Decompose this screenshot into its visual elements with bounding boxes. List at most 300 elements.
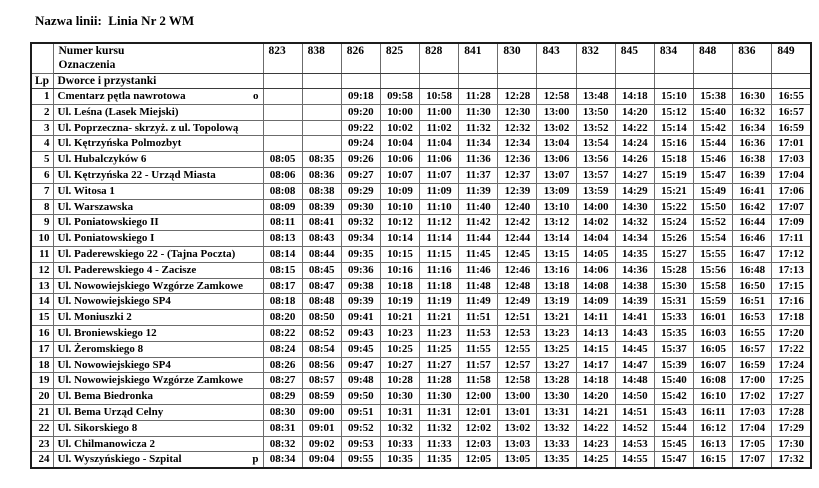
course-number-header: 849 [772,43,811,74]
time-cell: 11:51 [459,310,498,326]
time-cell: 09:45 [341,341,380,357]
time-cell: 08:56 [302,357,341,373]
time-cell: 11:12 [420,215,459,231]
time-cell: 17:04 [733,420,772,436]
course-number-header: 848 [694,43,733,74]
time-cell: 09:29 [341,183,380,199]
time-cell: 11:00 [420,104,459,120]
stop-name-cell [53,152,263,168]
course-number-header: 843 [537,43,576,74]
empty-header-cell [459,74,498,89]
course-number-header: 823 [263,43,302,74]
lp-cell: 23 [31,436,53,452]
time-cell: 10:00 [380,104,419,120]
time-cell: 14:26 [615,152,654,168]
stop-name-cell [53,215,263,231]
time-cell: 08:13 [263,231,302,247]
time-cell: 08:36 [302,167,341,183]
stop-name-wrap [58,294,259,309]
stop-name-cell [53,341,263,357]
time-cell: 17:32 [772,452,811,468]
time-cell: 13:16 [537,262,576,278]
time-cell: 09:35 [341,246,380,262]
time-cell: 14:36 [615,262,654,278]
time-cell: 10:02 [380,120,419,136]
time-cell: 11:32 [459,120,498,136]
time-cell: 14:09 [576,294,615,310]
lp-cell: 7 [31,183,53,199]
time-cell: 08:31 [263,420,302,436]
stop-name-wrap [58,405,259,420]
time-cell: 16:51 [733,294,772,310]
time-cell: 15:22 [654,199,693,215]
stop-name-cell [53,294,263,310]
time-cell: 16:13 [694,436,733,452]
time-cell: 12:30 [498,104,537,120]
time-cell: 15:39 [654,357,693,373]
stop-name-wrap [58,247,259,262]
time-cell: 14:32 [615,215,654,231]
time-cell: 16:47 [733,246,772,262]
time-cell: 15:38 [694,89,733,105]
time-cell: 14:51 [615,404,654,420]
time-cell: 15:19 [654,167,693,183]
time-cell: 16:46 [733,231,772,247]
time-cell: 10:30 [380,389,419,405]
time-cell: 11:37 [459,167,498,183]
time-cell: 13:32 [537,420,576,436]
course-number-header: 825 [380,43,419,74]
time-cell: 13:02 [537,120,576,136]
time-cell: 16:34 [733,120,772,136]
lp-cell: 9 [31,215,53,231]
time-cell: 15:35 [654,325,693,341]
table-row [31,373,811,389]
time-cell: 14:25 [576,452,615,468]
time-cell: 09:20 [341,104,380,120]
stop-name: Ul. Warszawska [57,200,134,213]
time-cell: 10:25 [380,341,419,357]
stop-name-wrap [58,231,259,246]
empty-header-cell [263,74,302,89]
time-cell: 11:19 [420,294,459,310]
stop-name-cell [53,199,263,215]
time-cell: 11:18 [420,278,459,294]
time-cell: 14:00 [576,199,615,215]
table-row [31,120,811,136]
time-cell: 13:12 [537,215,576,231]
time-cell: 10:31 [380,404,419,420]
time-cell: 17:25 [772,373,811,389]
time-cell: 12:46 [498,262,537,278]
time-cell: 12:58 [537,89,576,105]
time-cell: 15:46 [694,152,733,168]
time-cell: 08:39 [302,199,341,215]
table-row [31,215,811,231]
time-cell: 17:29 [772,420,811,436]
time-cell: 12:51 [498,310,537,326]
time-cell: 13:05 [498,452,537,468]
time-cell: 12:45 [498,246,537,262]
course-number-header: 830 [498,43,537,74]
time-cell: 09:32 [341,215,380,231]
time-cell: 08:09 [263,199,302,215]
time-cell: 14:34 [615,231,654,247]
time-cell: 17:05 [733,436,772,452]
course-number-header: 838 [302,43,341,74]
time-cell: 14:41 [615,310,654,326]
lp-cell: 10 [31,231,53,247]
stop-name-wrap [58,452,259,467]
time-cell: 17:16 [772,294,811,310]
course-number-header: 845 [615,43,654,74]
lp-cell: 8 [31,199,53,215]
table-row [31,246,811,262]
stop-name-cell [53,452,263,468]
time-cell: 08:44 [302,246,341,262]
table-row [31,262,811,278]
stop-name: Ul. Broniewskiego 12 [57,326,157,339]
time-cell: 13:09 [537,183,576,199]
table-row [31,436,811,452]
empty-header-cell [654,74,693,89]
time-cell: 12:42 [498,215,537,231]
time-cell: 11:57 [459,357,498,373]
time-cell: 14:06 [576,262,615,278]
stop-name: Ul. Sikorskiego 8 [57,421,138,434]
time-cell: 15:10 [654,89,693,105]
time-cell: 13:18 [537,278,576,294]
stop-name: Ul. Poprzeczna- skrzyż. z ul. Topolową [57,121,239,134]
time-cell: 15:43 [654,404,693,420]
stop-name-wrap [58,105,259,120]
time-cell: 12:02 [459,420,498,436]
time-cell: 17:01 [772,136,811,152]
stop-name-wrap [58,152,259,167]
course-number-header: 828 [420,43,459,74]
time-cell: 16:50 [733,278,772,294]
time-cell: 09:02 [302,436,341,452]
time-cell: 11:16 [420,262,459,278]
time-cell: 08:14 [263,246,302,262]
time-cell: 16:53 [733,310,772,326]
time-cell: 11:45 [459,246,498,262]
time-cell: 15:26 [654,231,693,247]
time-cell: 11:15 [420,246,459,262]
corner-cell [31,43,53,74]
lp-cell: 5 [31,152,53,168]
stop-marker: o [253,90,259,102]
time-cell: 16:03 [694,325,733,341]
time-cell: 10:27 [380,357,419,373]
time-cell: 08:24 [263,341,302,357]
lp-cell: 22 [31,420,53,436]
time-cell: 14:50 [615,389,654,405]
time-cell: 17:13 [772,262,811,278]
course-number-header: 841 [459,43,498,74]
empty-header-cell [576,74,615,89]
stop-name-wrap [58,200,259,215]
lp-cell: 16 [31,325,53,341]
stops-header-row [31,74,811,89]
time-cell: 10:23 [380,325,419,341]
time-cell: 09:39 [341,294,380,310]
time-cell: 12:53 [498,325,537,341]
time-cell: 15:27 [654,246,693,262]
stop-name-cell [53,420,263,436]
time-cell: 17:12 [772,246,811,262]
time-cell: 14:47 [615,357,654,373]
page-title: Nazwa linii: Linia Nr 2 WM [35,13,195,28]
time-cell: 13:00 [537,104,576,120]
time-cell: 17:07 [733,452,772,468]
time-cell: 11:31 [420,404,459,420]
time-cell: 17:04 [772,167,811,183]
time-cell: 08:35 [302,152,341,168]
time-cell: 15:18 [654,152,693,168]
stop-name-cell [53,262,263,278]
course-number-header: 832 [576,43,615,74]
stop-name-cell [53,167,263,183]
time-cell: 14:48 [615,373,654,389]
time-cell: 13:21 [537,310,576,326]
stop-name-cell [53,183,263,199]
time-cell: 13:59 [576,183,615,199]
time-cell: 14:55 [615,452,654,468]
course-number-header-row [31,43,811,74]
time-cell: 09:22 [341,120,380,136]
time-cell: 11:44 [459,231,498,247]
time-cell: 14:22 [576,420,615,436]
time-cell: 08:30 [263,404,302,420]
stop-name-cell [53,136,263,152]
time-cell: 12:28 [498,89,537,105]
time-cell: 14:30 [615,199,654,215]
time-cell: 08:41 [302,215,341,231]
course-number-header: 826 [341,43,380,74]
stop-name: Ul. Nowowiejskiego Wzgórze Zamkowe [57,279,244,292]
time-cell: 15:44 [654,420,693,436]
stop-name-wrap [58,215,259,230]
time-cell: 09:48 [341,373,380,389]
time-cell: 15:52 [694,215,733,231]
time-cell: 08:38 [302,183,341,199]
stop-name: Ul. Hubalczyków 6 [57,153,147,166]
time-cell: 13:02 [498,420,537,436]
time-cell: 16:10 [694,389,733,405]
time-cell: 14:52 [615,420,654,436]
time-cell: 17:07 [772,199,811,215]
oznaczenia-label: Oznaczenia [58,58,116,71]
time-cell: 15:50 [694,199,733,215]
time-cell: 10:35 [380,452,419,468]
time-cell: 15:54 [694,231,733,247]
empty-header-cell [615,74,654,89]
table-row [31,278,811,294]
time-cell: 13:01 [498,404,537,420]
time-cell: 14:53 [615,436,654,452]
time-cell: 17:18 [772,310,811,326]
stop-name-wrap [58,184,259,199]
time-cell: 13:07 [537,167,576,183]
table-row [31,199,811,215]
time-cell: 08:05 [263,152,302,168]
time-cell: 16:59 [772,120,811,136]
time-cell: 10:28 [380,373,419,389]
time-cell: 15:30 [654,278,693,294]
time-cell: 08:59 [302,389,341,405]
time-cell: 13:04 [537,136,576,152]
time-cell: 14:38 [615,278,654,294]
time-cell: 13:19 [537,294,576,310]
time-cell: 11:35 [420,452,459,468]
time-cell: 17:20 [772,325,811,341]
time-cell: 13:33 [537,436,576,452]
stop-name-cell [53,89,263,105]
time-cell: 10:09 [380,183,419,199]
empty-header-cell [341,74,380,89]
time-cell: 16:32 [733,104,772,120]
stop-name: Ul. Kętrzyńska Polmozbyt [57,137,182,150]
stop-name-cell [53,357,263,373]
time-cell: 12:05 [459,452,498,468]
time-cell: 10:19 [380,294,419,310]
stop-name: Ul. Paderewskiego 22 - (Tajna Poczta) [57,247,236,260]
table-row [31,325,811,341]
lp-cell: 17 [31,341,53,357]
time-cell: 15:33 [654,310,693,326]
time-cell: 15:24 [654,215,693,231]
stop-name: Ul. Bema Biedronka [57,390,153,403]
lp-cell: 24 [31,452,53,468]
time-cell: 10:33 [380,436,419,452]
table-row [31,183,811,199]
time-cell: 09:52 [341,420,380,436]
time-cell: 14:17 [576,357,615,373]
lp-cell: 13 [31,278,53,294]
time-cell: 11:28 [420,373,459,389]
time-cell: 10:12 [380,215,419,231]
time-cell: 10:21 [380,310,419,326]
stop-name-cell [53,120,263,136]
time-cell: 08:11 [263,215,302,231]
timetable [30,42,812,469]
stop-name-wrap [58,121,259,136]
time-cell: 11:09 [420,183,459,199]
time-cell: 08:54 [302,341,341,357]
time-cell: 16:15 [694,452,733,468]
time-cell: 15:47 [654,452,693,468]
time-cell: 13:14 [537,231,576,247]
time-cell: 12:36 [498,152,537,168]
time-cell: 08:26 [263,357,302,373]
time-cell: 11:30 [459,104,498,120]
lp-cell: 14 [31,294,53,310]
time-cell: 09:38 [341,278,380,294]
time-cell: 13:06 [537,152,576,168]
time-cell: 17:22 [772,341,811,357]
empty-header-cell [420,74,459,89]
time-cell: 14:05 [576,246,615,262]
time-cell: 16:42 [733,199,772,215]
time-cell: 12:39 [498,183,537,199]
time-cell: 16:48 [733,262,772,278]
time-cell: 15:42 [654,389,693,405]
time-cell: 15:37 [654,341,693,357]
time-cell: 14:23 [576,436,615,452]
time-cell: 12:32 [498,120,537,136]
time-cell: 08:22 [263,325,302,341]
time-cell: 13:28 [537,373,576,389]
time-cell: 16:12 [694,420,733,436]
time-cell: 12:37 [498,167,537,183]
time-cell: 16:05 [694,341,733,357]
time-cell: 17:24 [772,357,811,373]
lp-cell: 11 [31,246,53,262]
time-cell: 14:02 [576,215,615,231]
time-cell: 13:52 [576,120,615,136]
stop-name-cell [53,436,263,452]
table-row [31,136,811,152]
time-cell: 11:06 [420,152,459,168]
time-cell: 12:34 [498,136,537,152]
lp-cell: 6 [31,167,53,183]
time-cell: 09:41 [341,310,380,326]
time-cell: 11:27 [420,357,459,373]
table-row [31,167,811,183]
stop-name: Ul. Poniatowskiego I [57,232,155,245]
time-cell: 13:35 [537,452,576,468]
table-row [31,231,811,247]
time-cell: 08:57 [302,373,341,389]
empty-header-cell [537,74,576,89]
time-cell: 14:08 [576,278,615,294]
time-cell: 14:24 [615,136,654,152]
time-cell: 08:47 [302,278,341,294]
time-cell: 15:56 [694,262,733,278]
time-cell: 12:49 [498,294,537,310]
stop-name: Ul. Nowowiejskiego SP4 [57,358,171,371]
time-cell: 11:46 [459,262,498,278]
table-row [31,104,811,120]
time-cell: 16:55 [733,325,772,341]
stop-name: Ul. Bema Urząd Celny [57,405,164,418]
table-row [31,357,811,373]
time-cell: 11:14 [420,231,459,247]
stop-name-wrap [58,263,259,278]
time-cell: 10:04 [380,136,419,152]
time-cell: 08:18 [263,294,302,310]
time-cell-empty [263,104,302,120]
time-cell: 11:25 [420,341,459,357]
time-cell: 08:32 [263,436,302,452]
time-cell: 16:57 [733,341,772,357]
time-cell-empty [263,89,302,105]
table-row [31,389,811,405]
time-cell: 11:33 [420,436,459,452]
time-cell: 11:30 [420,389,459,405]
course-number-header: 834 [654,43,693,74]
stop-name: Ul. Moniuszki 2 [57,311,132,324]
time-cell: 12:40 [498,199,537,215]
lp-cell: 20 [31,389,53,405]
time-cell: 09:47 [341,357,380,373]
stop-name-wrap [58,342,259,357]
time-cell: 17:02 [733,389,772,405]
time-cell: 15:14 [654,120,693,136]
time-cell: 09:18 [341,89,380,105]
time-cell: 12:48 [498,278,537,294]
